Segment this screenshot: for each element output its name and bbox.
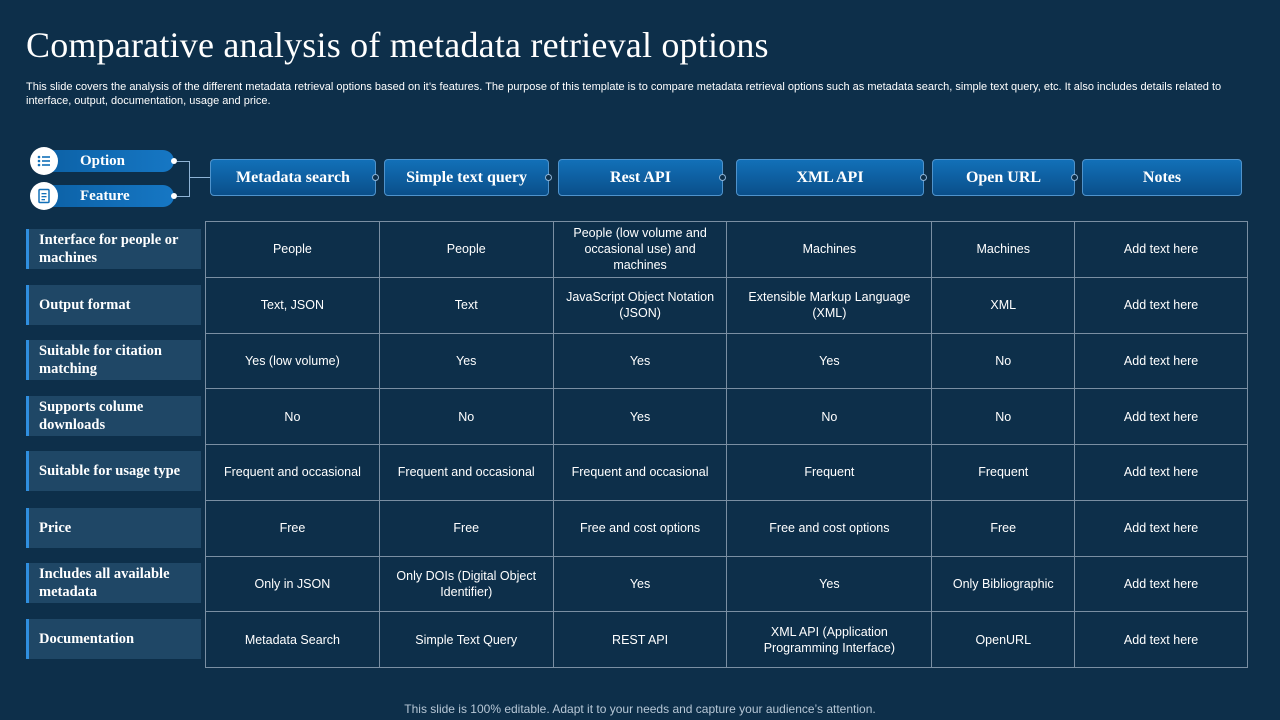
table-cell: No (379, 389, 553, 445)
table-cell: Frequent and occasional (206, 445, 380, 501)
table-cell: Yes (low volume) (206, 333, 380, 389)
column-header-label: Simple text query (406, 168, 527, 186)
table-cell: Simple Text Query (379, 612, 553, 668)
list-icon (30, 147, 58, 175)
table-cell: Add text here (1075, 612, 1248, 668)
table-cell: Yes (553, 389, 727, 445)
table-row (206, 445, 1248, 501)
table-cell: Text, JSON (206, 277, 380, 333)
table-cell: No (932, 333, 1075, 389)
comparison-table (205, 221, 1248, 668)
table-cell: People (206, 222, 380, 278)
legend-connector (189, 177, 210, 178)
table-cell: Only DOIs (Digital Object Identifier) (379, 556, 553, 612)
table-cell: No (932, 389, 1075, 445)
table-cell: Only in JSON (206, 556, 380, 612)
column-header-label: Rest API (610, 168, 671, 186)
table-cell: Add text here (1075, 333, 1248, 389)
row-label-usage-type: Suitable for usage type (26, 451, 201, 491)
legend-option-label: Option (80, 153, 126, 169)
page-title: Comparative analysis of metadata retrieval options (26, 25, 769, 65)
table-row (206, 556, 1248, 612)
column-header-xml-api (736, 159, 924, 196)
legend-connector (177, 161, 189, 162)
connector-dot (1071, 174, 1078, 181)
table-cell: Frequent (727, 445, 932, 501)
table-cell: Frequent (932, 445, 1075, 501)
table-cell: Add text here (1075, 500, 1248, 556)
row-label-interface: Interface for people or machines (26, 229, 201, 269)
table-cell: Only Bibliographic (932, 556, 1075, 612)
table-cell: Add text here (1075, 389, 1248, 445)
page-subtitle: This slide covers the analysis of the different metadata retrieval options based on it’s features. The purpose of this template is to compare metadata retrieval options such as metadata search, simple text query, etc. It also includes details related to interface, output, documentation, usage and price. (26, 81, 1222, 107)
table-cell: Machines (932, 222, 1075, 278)
row-label-output-format: Output format (26, 285, 201, 325)
table-cell: Metadata Search (206, 612, 380, 668)
table-row (206, 333, 1248, 389)
row-label-volume-downloads: Supports colume downloads (26, 396, 201, 436)
column-header-simple-text-query (384, 159, 549, 196)
column-header-metadata-search (210, 159, 376, 196)
legend-feature-pill (32, 185, 174, 207)
table-cell: People (low volume and occasional use) and machines (553, 222, 727, 278)
table-cell: Frequent and occasional (553, 445, 727, 501)
table-cell: Add text here (1075, 277, 1248, 333)
table-cell: Free (206, 500, 380, 556)
table-cell: Free and cost options (553, 500, 727, 556)
table-row (206, 277, 1248, 333)
column-header-label: Open URL (965, 168, 1042, 186)
table-cell: Free (379, 500, 553, 556)
table-cell: Frequent and occasional (379, 445, 553, 501)
table-cell: Yes (727, 333, 932, 389)
connector-dot (920, 174, 927, 181)
row-label-documentation: Documentation (26, 619, 201, 659)
table-cell: Extensible Markup Language (XML) (727, 277, 932, 333)
row-label-citation-matching: Suitable for citation matching (26, 340, 201, 380)
connector-dot (372, 174, 379, 181)
row-label-price: Price (26, 508, 201, 548)
column-header-label: Notes (1142, 168, 1182, 186)
column-header-notes (1082, 159, 1242, 196)
table-cell: Free (932, 500, 1075, 556)
table-row (206, 500, 1248, 556)
column-header-label: Metadata search (236, 168, 350, 186)
table-row (206, 389, 1248, 445)
table-cell: Add text here (1075, 222, 1248, 278)
table-cell: XML (932, 277, 1075, 333)
table-cell: JavaScript Object Notation (JSON) (553, 277, 727, 333)
legend-feature-label: Feature (80, 188, 130, 204)
document-icon (30, 182, 58, 210)
table-cell: Add text here (1075, 445, 1248, 501)
table-cell: No (727, 389, 932, 445)
table-cell: Text (379, 277, 553, 333)
legend-connector (177, 196, 189, 197)
connector-dot (545, 174, 552, 181)
table-cell: REST API (553, 612, 727, 668)
table-cell: No (206, 389, 380, 445)
table-cell: Machines (727, 222, 932, 278)
table-cell: Yes (553, 333, 727, 389)
column-header-open-url (932, 159, 1075, 196)
table-cell: Free and cost options (727, 500, 932, 556)
row-label-available-metadata: Includes all available metadata (26, 563, 201, 603)
table-row (206, 222, 1248, 278)
table-cell: Yes (379, 333, 553, 389)
table-cell: Yes (727, 556, 932, 612)
table-cell: OpenURL (932, 612, 1075, 668)
column-header-rest-api (558, 159, 723, 196)
table-row (206, 612, 1248, 668)
table-cell: XML API (Application Programming Interface) (727, 612, 932, 668)
connector-dot (719, 174, 726, 181)
footer-note: This slide is 100% editable. Adapt it to your needs and capture your audience’s attention. (404, 702, 876, 716)
legend-connector (189, 161, 190, 197)
table-cell: People (379, 222, 553, 278)
table-cell: Add text here (1075, 556, 1248, 612)
column-header-label: XML API (796, 168, 864, 186)
table-cell: Yes (553, 556, 727, 612)
legend-option-pill (32, 150, 174, 172)
